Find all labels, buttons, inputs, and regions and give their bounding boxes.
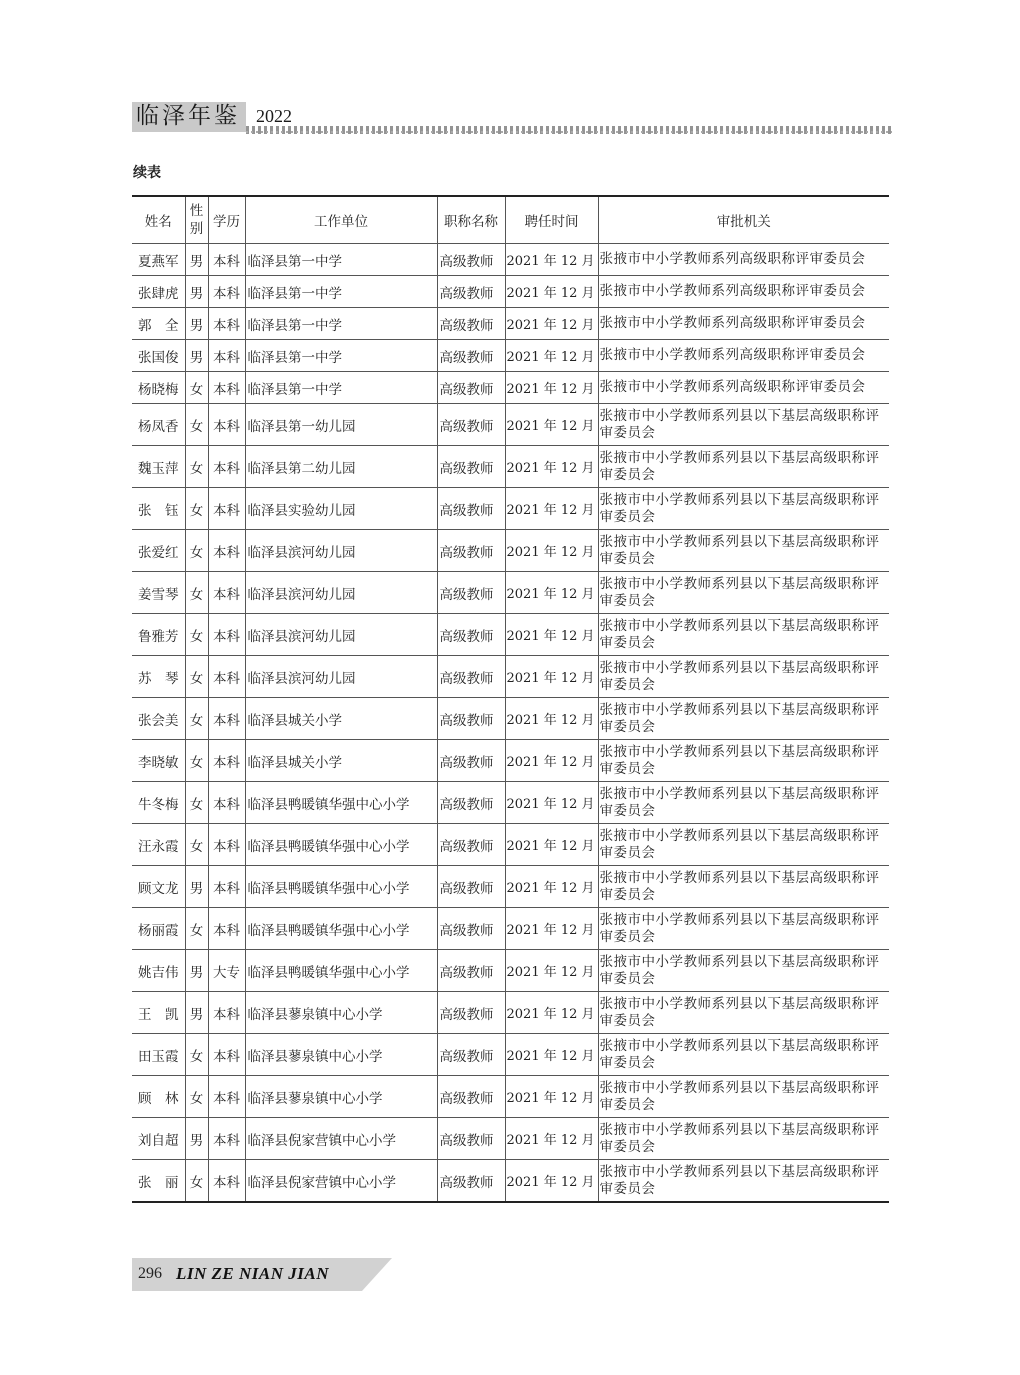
cell-name: 鲁雅芳 xyxy=(132,614,185,656)
table-row xyxy=(132,908,889,950)
cell-appoint-date: 2021 年 12 月 xyxy=(505,340,598,372)
cell-sex: 女 xyxy=(185,782,208,824)
cell-sex: 男 xyxy=(185,244,208,276)
page-number: 296 xyxy=(138,1265,162,1282)
table-row xyxy=(132,1034,889,1076)
yearbook-year: 2022 xyxy=(256,106,292,126)
cell-education: 本科 xyxy=(208,992,245,1034)
table-row xyxy=(132,308,889,340)
cell-work-unit: 临泽县滨河幼儿园 xyxy=(245,614,437,656)
table-row xyxy=(132,992,889,1034)
header-sex: 性别 xyxy=(185,196,208,244)
cell-appoint-date: 2021 年 12 月 xyxy=(505,1160,598,1203)
cell-appoint-date: 2021 年 12 月 xyxy=(505,824,598,866)
cell-name: 张 钰 xyxy=(132,488,185,530)
cell-title-name: 高级教师 xyxy=(437,992,505,1034)
cell-name: 王 凯 xyxy=(132,992,185,1034)
footer-band-tip xyxy=(362,1258,392,1291)
cell-authority: 张掖市中小学教师系列县以下基层高级职称评审委员会 xyxy=(598,1034,889,1076)
cell-work-unit: 临泽县蓼泉镇中心小学 xyxy=(245,992,437,1034)
cell-appoint-date: 2021 年 12 月 xyxy=(505,908,598,950)
cell-sex: 女 xyxy=(185,488,208,530)
cell-name: 姚吉伟 xyxy=(132,950,185,992)
cell-appoint-date: 2021 年 12 月 xyxy=(505,488,598,530)
cell-authority: 张掖市中小学教师系列高级职称评审委员会 xyxy=(598,340,889,372)
cell-title-name: 高级教师 xyxy=(437,488,505,530)
cell-work-unit: 临泽县第二幼儿园 xyxy=(245,446,437,488)
cell-education: 本科 xyxy=(208,404,245,446)
cell-title-name: 高级教师 xyxy=(437,866,505,908)
cell-name: 张爱红 xyxy=(132,530,185,572)
cell-sex: 男 xyxy=(185,276,208,308)
cell-title-name: 高级教师 xyxy=(437,656,505,698)
cell-sex: 女 xyxy=(185,446,208,488)
cell-authority: 张掖市中小学教师系列县以下基层高级职称评审委员会 xyxy=(598,572,889,614)
cell-work-unit: 临泽县滨河幼儿园 xyxy=(245,656,437,698)
cell-authority: 张掖市中小学教师系列县以下基层高级职称评审委员会 xyxy=(598,1076,889,1118)
cell-name: 苏 琴 xyxy=(132,656,185,698)
cell-education: 本科 xyxy=(208,372,245,404)
header-title-name: 职称名称 xyxy=(437,196,505,244)
table-row xyxy=(132,950,889,992)
cell-name: 杨晓梅 xyxy=(132,372,185,404)
cell-authority: 张掖市中小学教师系列高级职称评审委员会 xyxy=(598,308,889,340)
cell-authority: 张掖市中小学教师系列高级职称评审委员会 xyxy=(598,276,889,308)
table-row xyxy=(132,488,889,530)
cell-name: 顾 林 xyxy=(132,1076,185,1118)
teacher-title-table xyxy=(132,195,889,1203)
cell-sex: 男 xyxy=(185,950,208,992)
cell-title-name: 高级教师 xyxy=(437,372,505,404)
cell-name: 李晓敏 xyxy=(132,740,185,782)
cell-appoint-date: 2021 年 12 月 xyxy=(505,656,598,698)
cell-sex: 女 xyxy=(185,1034,208,1076)
running-header xyxy=(132,100,892,136)
cell-title-name: 高级教师 xyxy=(437,244,505,276)
cell-authority: 张掖市中小学教师系列县以下基层高级职称评审委员会 xyxy=(598,530,889,572)
header-work-unit: 工作单位 xyxy=(245,196,437,244)
cell-education: 本科 xyxy=(208,1034,245,1076)
cell-sex: 男 xyxy=(185,1118,208,1160)
cell-appoint-date: 2021 年 12 月 xyxy=(505,698,598,740)
cell-appoint-date: 2021 年 12 月 xyxy=(505,866,598,908)
cell-name: 田玉霞 xyxy=(132,1034,185,1076)
cell-name: 张 丽 xyxy=(132,1160,185,1203)
cell-appoint-date: 2021 年 12 月 xyxy=(505,244,598,276)
cell-education: 本科 xyxy=(208,824,245,866)
cell-title-name: 高级教师 xyxy=(437,308,505,340)
cell-authority: 张掖市中小学教师系列县以下基层高级职称评审委员会 xyxy=(598,488,889,530)
cell-appoint-date: 2021 年 12 月 xyxy=(505,992,598,1034)
cell-name: 郭 全 xyxy=(132,308,185,340)
cell-authority: 张掖市中小学教师系列县以下基层高级职称评审委员会 xyxy=(598,950,889,992)
cell-sex: 男 xyxy=(185,866,208,908)
cell-title-name: 高级教师 xyxy=(437,782,505,824)
cell-work-unit: 临泽县城关小学 xyxy=(245,698,437,740)
cell-work-unit: 临泽县实验幼儿园 xyxy=(245,488,437,530)
cell-work-unit: 临泽县第一幼儿园 xyxy=(245,404,437,446)
cell-authority: 张掖市中小学教师系列县以下基层高级职称评审委员会 xyxy=(598,740,889,782)
cell-title-name: 高级教师 xyxy=(437,276,505,308)
cell-authority: 张掖市中小学教师系列县以下基层高级职称评审委员会 xyxy=(598,656,889,698)
cell-work-unit: 临泽县城关小学 xyxy=(245,740,437,782)
table-row xyxy=(132,530,889,572)
table-row xyxy=(132,404,889,446)
cell-education: 本科 xyxy=(208,244,245,276)
cell-appoint-date: 2021 年 12 月 xyxy=(505,782,598,824)
cell-education: 本科 xyxy=(208,488,245,530)
cell-sex: 女 xyxy=(185,908,208,950)
cell-name: 张肆虎 xyxy=(132,276,185,308)
table-row xyxy=(132,340,889,372)
table-row xyxy=(132,740,889,782)
cell-title-name: 高级教师 xyxy=(437,1118,505,1160)
cell-name: 张会美 xyxy=(132,698,185,740)
table-row xyxy=(132,656,889,698)
cell-sex: 女 xyxy=(185,656,208,698)
cell-education: 大专 xyxy=(208,950,245,992)
cell-title-name: 高级教师 xyxy=(437,530,505,572)
cell-appoint-date: 2021 年 12 月 xyxy=(505,404,598,446)
cell-work-unit: 临泽县鸭暖镇华强中心小学 xyxy=(245,908,437,950)
cell-title-name: 高级教师 xyxy=(437,740,505,782)
cell-authority: 张掖市中小学教师系列县以下基层高级职称评审委员会 xyxy=(598,782,889,824)
header-authority: 审批机关 xyxy=(598,196,889,244)
header-name: 姓名 xyxy=(132,196,185,244)
cell-sex: 女 xyxy=(185,1076,208,1118)
cell-sex: 女 xyxy=(185,614,208,656)
table-body xyxy=(132,244,889,1203)
cell-authority: 张掖市中小学教师系列县以下基层高级职称评审委员会 xyxy=(598,992,889,1034)
table-row xyxy=(132,866,889,908)
table-row xyxy=(132,782,889,824)
cell-name: 顾文龙 xyxy=(132,866,185,908)
header-dotted-rule-lower xyxy=(246,131,892,133)
cell-authority: 张掖市中小学教师系列县以下基层高级职称评审委员会 xyxy=(598,1160,889,1203)
cell-title-name: 高级教师 xyxy=(437,1034,505,1076)
cell-education: 本科 xyxy=(208,1160,245,1203)
table-row xyxy=(132,446,889,488)
table-row xyxy=(132,1076,889,1118)
cell-name: 汪永霞 xyxy=(132,824,185,866)
cell-education: 本科 xyxy=(208,656,245,698)
cell-authority: 张掖市中小学教师系列县以下基层高级职称评审委员会 xyxy=(598,446,889,488)
cell-education: 本科 xyxy=(208,1076,245,1118)
cell-education: 本科 xyxy=(208,698,245,740)
cell-appoint-date: 2021 年 12 月 xyxy=(505,530,598,572)
table-row xyxy=(132,372,889,404)
cell-name: 姜雪琴 xyxy=(132,572,185,614)
cell-work-unit: 临泽县倪家营镇中心小学 xyxy=(245,1160,437,1203)
cell-work-unit: 临泽县第一中学 xyxy=(245,340,437,372)
cell-authority: 张掖市中小学教师系列县以下基层高级职称评审委员会 xyxy=(598,698,889,740)
cell-appoint-date: 2021 年 12 月 xyxy=(505,446,598,488)
table-row xyxy=(132,698,889,740)
cell-work-unit: 临泽县第一中学 xyxy=(245,372,437,404)
cell-title-name: 高级教师 xyxy=(437,340,505,372)
cell-work-unit: 临泽县滨河幼儿园 xyxy=(245,572,437,614)
cell-title-name: 高级教师 xyxy=(437,614,505,656)
cell-education: 本科 xyxy=(208,1118,245,1160)
cell-education: 本科 xyxy=(208,308,245,340)
cell-appoint-date: 2021 年 12 月 xyxy=(505,1076,598,1118)
cell-authority: 张掖市中小学教师系列县以下基层高级职称评审委员会 xyxy=(598,908,889,950)
cell-authority: 张掖市中小学教师系列县以下基层高级职称评审委员会 xyxy=(598,614,889,656)
cell-authority: 张掖市中小学教师系列县以下基层高级职称评审委员会 xyxy=(598,866,889,908)
cell-work-unit: 临泽县第一中学 xyxy=(245,308,437,340)
cell-name: 杨丽霞 xyxy=(132,908,185,950)
table-row xyxy=(132,276,889,308)
cell-appoint-date: 2021 年 12 月 xyxy=(505,1034,598,1076)
header-appoint-date: 聘任时间 xyxy=(505,196,598,244)
table-row xyxy=(132,824,889,866)
table-header-row xyxy=(132,196,889,244)
cell-education: 本科 xyxy=(208,740,245,782)
cell-education: 本科 xyxy=(208,572,245,614)
cell-education: 本科 xyxy=(208,530,245,572)
cell-education: 本科 xyxy=(208,908,245,950)
cell-education: 本科 xyxy=(208,446,245,488)
cell-sex: 女 xyxy=(185,698,208,740)
cell-title-name: 高级教师 xyxy=(437,1076,505,1118)
cell-work-unit: 临泽县倪家营镇中心小学 xyxy=(245,1118,437,1160)
cell-appoint-date: 2021 年 12 月 xyxy=(505,950,598,992)
cell-work-unit: 临泽县第一中学 xyxy=(245,276,437,308)
cell-work-unit: 临泽县蓼泉镇中心小学 xyxy=(245,1034,437,1076)
cell-sex: 男 xyxy=(185,340,208,372)
footer-brand: LIN ZE NIAN JIAN xyxy=(176,1264,329,1283)
page-footer xyxy=(132,1258,392,1291)
cell-sex: 女 xyxy=(185,824,208,866)
cell-sex: 女 xyxy=(185,740,208,782)
cell-name: 杨凤香 xyxy=(132,404,185,446)
table-row xyxy=(132,614,889,656)
cell-appoint-date: 2021 年 12 月 xyxy=(505,372,598,404)
cell-title-name: 高级教师 xyxy=(437,908,505,950)
cell-appoint-date: 2021 年 12 月 xyxy=(505,572,598,614)
cell-name: 张国俊 xyxy=(132,340,185,372)
cell-appoint-date: 2021 年 12 月 xyxy=(505,614,598,656)
table-caption: 续表 xyxy=(133,165,161,181)
table-row xyxy=(132,244,889,276)
table-row xyxy=(132,572,889,614)
cell-work-unit: 临泽县蓼泉镇中心小学 xyxy=(245,1076,437,1118)
cell-name: 魏玉萍 xyxy=(132,446,185,488)
cell-title-name: 高级教师 xyxy=(437,446,505,488)
table-row xyxy=(132,1118,889,1160)
cell-education: 本科 xyxy=(208,276,245,308)
cell-sex: 男 xyxy=(185,992,208,1034)
cell-title-name: 高级教师 xyxy=(437,950,505,992)
cell-sex: 女 xyxy=(185,404,208,446)
cell-sex: 女 xyxy=(185,530,208,572)
cell-sex: 女 xyxy=(185,1160,208,1203)
cell-appoint-date: 2021 年 12 月 xyxy=(505,308,598,340)
cell-title-name: 高级教师 xyxy=(437,698,505,740)
cell-education: 本科 xyxy=(208,340,245,372)
cell-authority: 张掖市中小学教师系列县以下基层高级职称评审委员会 xyxy=(598,404,889,446)
cell-authority: 张掖市中小学教师系列县以下基层高级职称评审委员会 xyxy=(598,1118,889,1160)
cell-appoint-date: 2021 年 12 月 xyxy=(505,1118,598,1160)
cell-work-unit: 临泽县第一中学 xyxy=(245,244,437,276)
header-education: 学历 xyxy=(208,196,245,244)
cell-work-unit: 临泽县鸭暖镇华强中心小学 xyxy=(245,950,437,992)
cell-education: 本科 xyxy=(208,782,245,824)
cell-authority: 张掖市中小学教师系列高级职称评审委员会 xyxy=(598,244,889,276)
cell-work-unit: 临泽县鸭暖镇华强中心小学 xyxy=(245,866,437,908)
cell-education: 本科 xyxy=(208,614,245,656)
cell-title-name: 高级教师 xyxy=(437,824,505,866)
cell-education: 本科 xyxy=(208,866,245,908)
yearbook-title: 临泽年鉴 xyxy=(136,103,240,129)
cell-title-name: 高级教师 xyxy=(437,404,505,446)
cell-appoint-date: 2021 年 12 月 xyxy=(505,740,598,782)
cell-name: 刘自超 xyxy=(132,1118,185,1160)
cell-work-unit: 临泽县鸭暖镇华强中心小学 xyxy=(245,824,437,866)
cell-sex: 女 xyxy=(185,572,208,614)
cell-title-name: 高级教师 xyxy=(437,1160,505,1203)
cell-work-unit: 临泽县鸭暖镇华强中心小学 xyxy=(245,782,437,824)
table-row xyxy=(132,1160,889,1203)
cell-authority: 张掖市中小学教师系列县以下基层高级职称评审委员会 xyxy=(598,824,889,866)
cell-work-unit: 临泽县滨河幼儿园 xyxy=(245,530,437,572)
cell-title-name: 高级教师 xyxy=(437,572,505,614)
cell-name: 牛冬梅 xyxy=(132,782,185,824)
cell-sex: 男 xyxy=(185,308,208,340)
cell-authority: 张掖市中小学教师系列高级职称评审委员会 xyxy=(598,372,889,404)
cell-name: 夏燕军 xyxy=(132,244,185,276)
cell-sex: 女 xyxy=(185,372,208,404)
cell-appoint-date: 2021 年 12 月 xyxy=(505,276,598,308)
